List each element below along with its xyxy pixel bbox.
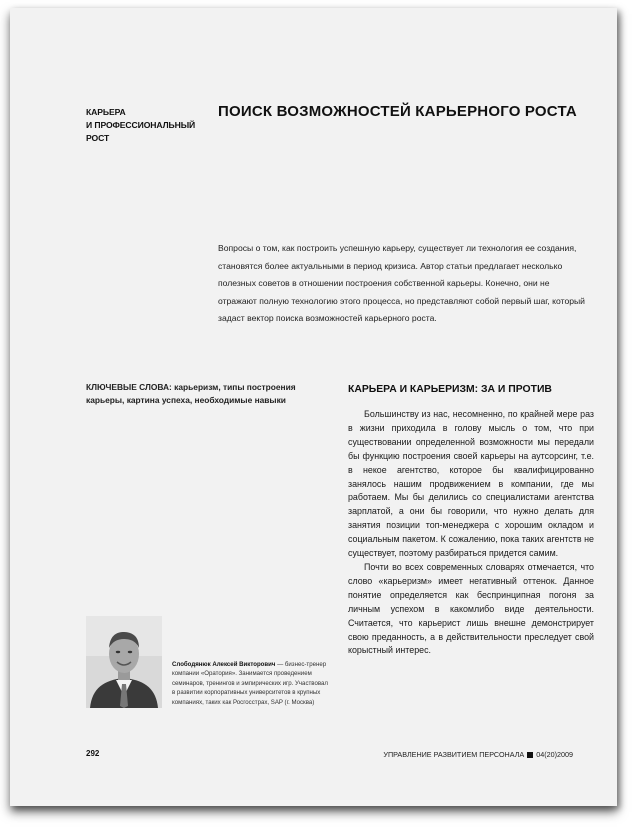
paragraph: Большинству из нас, несомненно, по крайней мере раз в жизни приходила в голову мысль о том, что при существовании определенной возможности мы передали бы функцию построения своей карьеры на аутсорсинг, т.е. в некое агентство, которое бы квалифицированно занялось нашим продвижением в компании, где мы работаем. Мы бы делились со специалистами агентства зарплатой, а они бы говорили, что нужно делать для занятия позиции топ-менеджера с хорошим окладом и социальным пакетом. К сожалению, пока таких агентств не существует, поэтому разбираться придется самим. (348, 409, 594, 559)
magazine-page (10, 8, 617, 806)
author-photo (86, 616, 162, 708)
section-heading: КАРЬЕРА И КАРЬЕРИЗМ: ЗА И ПРОТИВ (348, 384, 552, 395)
author-description: — бизнес-тренер компании «Оратория». Занимается проведением семинаров, тренингов и эмпирических игр. Участвовал в развитии корпоративных университетов в крупных компаниях, таких как Росгосстрах, SAP (г. Москва) (172, 661, 328, 706)
page-number: 292 (86, 749, 100, 758)
issue-number: 04(20)2009 (536, 750, 573, 759)
section-rubric (86, 106, 216, 145)
rubric-line: РОСТ (86, 133, 110, 143)
author-bio (172, 660, 330, 707)
portrait-icon (86, 616, 162, 708)
square-bullet-icon (527, 752, 533, 758)
article-body (348, 408, 594, 658)
article-lead: Вопросы о том, как построить успешную карьеру, существует ли технология ее создания, становятся более актуальными в период кризиса. Автор статьи предлагает несколько полезных советов в отношении построения собственной карьеры. Конечно, они не отражают полную технологию этого процесса, но представляют собой первый шаг, который задаст вектор поиска возможностей карьерного роста. (218, 243, 585, 323)
author-name: Слободянюк Алексей Викторович (172, 661, 276, 668)
rubric-line: КАРЬЕРА (86, 107, 126, 117)
keywords: КЛЮЧЕВЫЕ СЛОВА: карьеризм, типы построения карьеры, картина успеха, необходимые навыки (86, 382, 296, 405)
article-title: ПОИСК ВОЗМОЖНОСТЕЙ КАРЬЕРНОГО РОСТА (218, 103, 577, 120)
running-footer (383, 750, 573, 759)
journal-name: УПРАВЛЕНИЕ РАЗВИТИЕМ ПЕРСОНАЛА (383, 750, 525, 759)
rubric-line: И ПРОФЕССИОНАЛЬНЫЙ (86, 120, 196, 130)
paragraph: Почти во всех современных словарях отмечается, что слово «карьеризм» имеет негативный оттенок. Данное понятие определяется как беспринципная погоня за личным успехом в какомлибо виде деятельности. Считается, что карьерист лишь внешне демонстрирует свою преданность, а в действительности преследует свой корыстный интерес. (348, 561, 594, 656)
